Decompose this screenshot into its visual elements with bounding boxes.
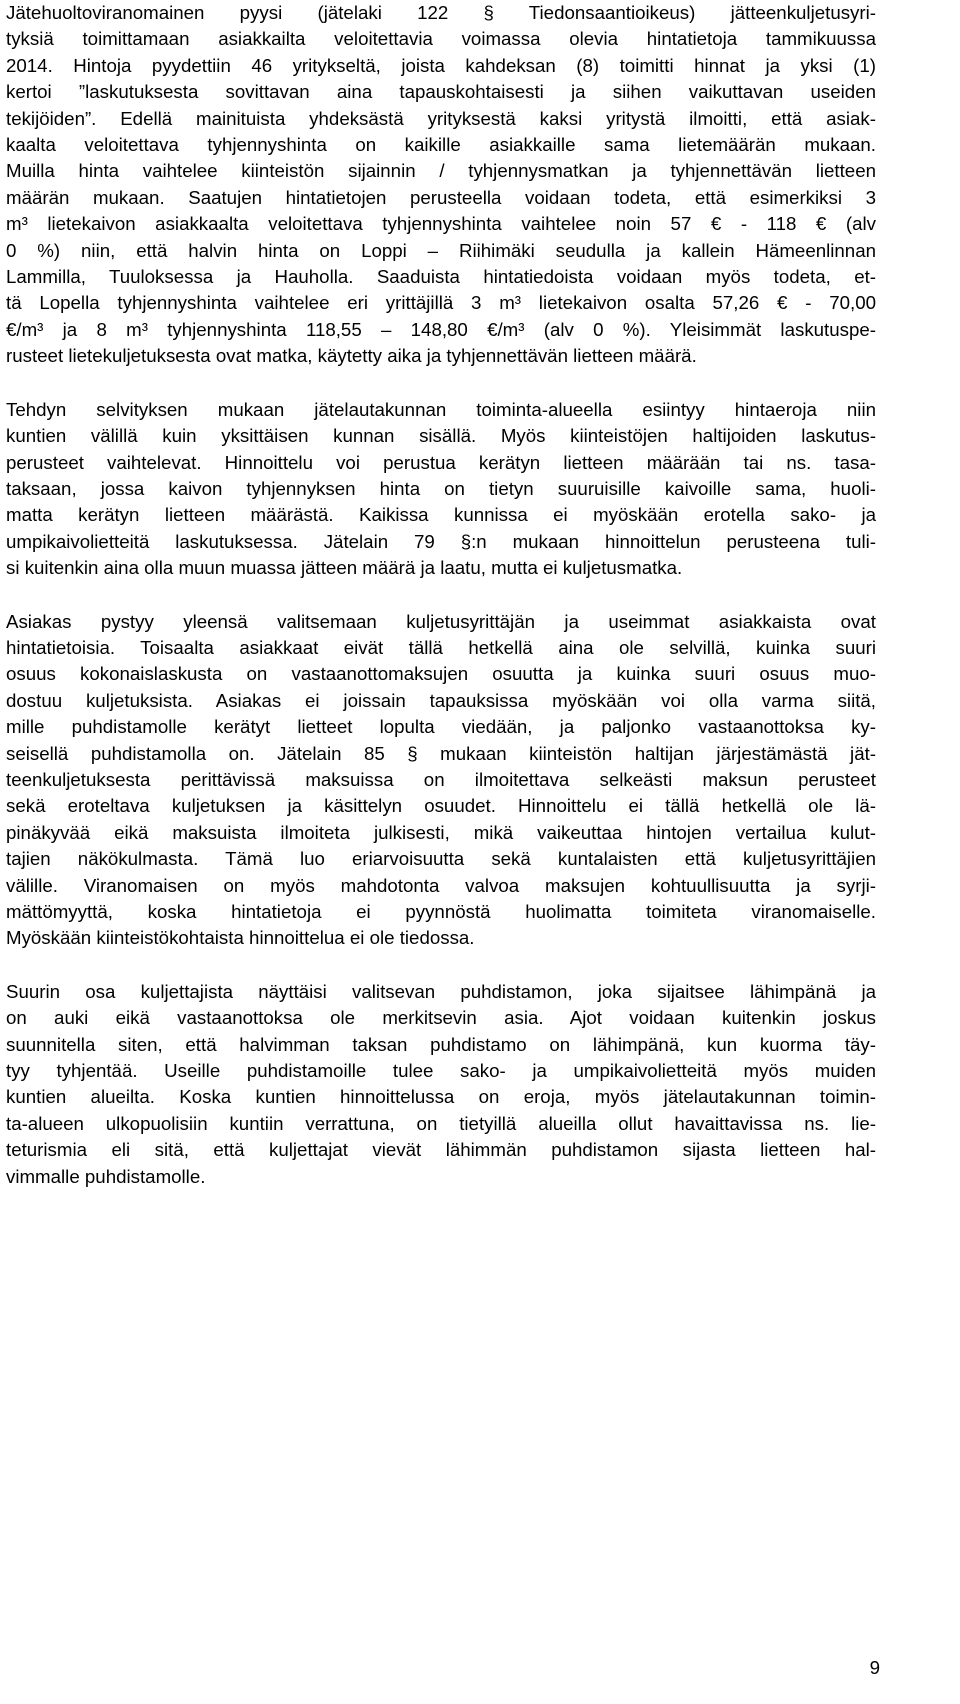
- paragraph-price-differences: [6, 397, 876, 582]
- text-line: perusteet vaihtelevat. Hinnoittelu voi perustua kerätyn lietteen määrään tai ns. tasa-: [6, 451, 876, 473]
- paragraph-price-inquiry: [6, 0, 876, 370]
- page-number: 9: [869, 1657, 880, 1678]
- text-line: 0 %) niin, että halvin hinta on Loppi – Riihimäki seudulla ja kallein Hämeenlinnan: [6, 239, 876, 261]
- text-line: ta-alueen ulkopuolisiin kuntiin verrattuna, on tietyillä alueilla ollut havaittavissa ns. lie-: [6, 1112, 876, 1134]
- text-line: kaalta veloitettava tyhjennyshinta on kaikille asiakkaille sama lietemäärän mukaan.: [6, 134, 876, 156]
- text-line: mättömyyttä, koska hintatietoja ei pyynnöstä huolimatta toimiteta viranomaiselle.: [6, 901, 876, 922]
- text-line: €/m³ ja 8 m³ tyhjennyshinta 118,55 – 148,80 €/m³ (alv 0 %). Yleisimmät laskutuspe-: [6, 318, 876, 340]
- text-line: sekä eroteltava kuljetuksen ja käsittelyn osuudet. Hinnoittelu ei tällä hetkellä ole lä-: [6, 795, 876, 817]
- text-line: kuntien välillä kuin yksittäisen kunnan sisällä. Myös kiinteistöjen haltijoiden laskutus-: [6, 425, 876, 447]
- text-line: Jätehuoltoviranomainen pyysi (jätelaki 122 § Tiedonsaantioikeus) jätteenkuljetusyri-: [6, 2, 876, 23]
- text-line: matta kerätyn lietteen määrästä. Kaikissa kunnissa ei myöskään erotella sako- ja: [6, 504, 876, 526]
- text-line: Myöskään kiinteistökohtaista hinnoittelua ei ole tiedossa.: [6, 927, 475, 949]
- text-line: rusteet lietekuljetuksesta ovat matka, käytetty aika ja tyhjennettävän lietteen määrä.: [6, 345, 697, 367]
- text-line: kertoi ”laskutuksesta sovittavan aina tapauskohtaisesti ja siihen vaikuttavan useiden: [6, 81, 876, 103]
- text-line: si kuitenkin aina olla muun muassa jätteen määrä ja laatu, mutta ei kuljetusmatka.: [6, 557, 683, 579]
- text-line: dostuu kuljetuksista. Asiakas ei joissain tapauksissa myöskään voi olla varma siitä,: [6, 689, 876, 711]
- text-line: m³ lietekaivon asiakkaalta veloitettava tyhjennyshinta vaihtelee noin 57 € - 118 € (alv: [6, 213, 876, 235]
- text-line: vimmalle puhdistamolle.: [6, 1165, 206, 1187]
- text-line: taksaan, jossa kaivon tyhjennyksen hinta on tietyn suuruisille kaivoille sama, huoli-: [6, 477, 876, 499]
- text-line: tyksiä toimittamaan asiakkailta veloitettavia voimassa olevia hintatietoja tammikuussa: [6, 28, 876, 50]
- text-line: Suurin osa kuljettajista näyttäisi valitsevan puhdistamon, joka sijaitsee lähimpänä ja: [6, 980, 876, 1002]
- text-line: osuus kokonaislaskusta on vastaanottomaksujen osuutta ja kuinka suuri osuus muo-: [6, 663, 876, 685]
- text-line: kuntien alueilta. Koska kuntien hinnoittelussa on eroja, myös jätelautakunnan toimin-: [6, 1086, 876, 1108]
- text-line: Muilla hinta vaihtelee kiinteistön sijainnin / tyhjennysmatkan ja tyhjennettävän lietteen: [6, 160, 876, 182]
- text-line: Tehdyn selvityksen mukaan jätelautakunnan toiminta-alueella esiintyy hintaeroja niin: [6, 398, 876, 420]
- text-line: tä Lopella tyhjennyshinta vaihtelee eri yrittäjillä 3 m³ lietekaivon osalta 57,26 € - 70,00: [6, 292, 876, 314]
- text-line: mille puhdistamolle kerätyt lietteet lopulta viedään, ja paljonko vastaanottoksa ky-: [6, 716, 876, 738]
- text-line: seisellä puhdistamolla on. Jätelain 85 § mukaan kiinteistön haltijan järjestämästä jät-: [6, 742, 876, 764]
- text-line: suunnitella siten, että halvimman taksan puhdistamo on lähimpänä, kun kuorma täy-: [6, 1033, 876, 1055]
- text-line: tekijöiden”. Edellä mainituista yhdeksästä yrityksestä kaksi yritystä ilmoitti, että asiak-: [6, 107, 876, 129]
- text-line: on auki eikä vastaanottoksa ole merkitsevin asia. Ajot voidaan kuitenkin joskus: [6, 1007, 876, 1029]
- text-line: tyy tyhjentää. Useille puhdistamoille tulee sako- ja umpikaivolietteitä myös muiden: [6, 1060, 876, 1082]
- text-line: Asiakas pystyy yleensä valitsemaan kuljetusyrittäjän ja useimmat asiakkaista ovat: [6, 610, 876, 632]
- text-line: 2014. Hintoja pyydettiin 46 yritykseltä, joista kahdeksan (8) toimitti hinnat ja yksi (1): [6, 54, 876, 76]
- text-line: tajien näkökulmasta. Tämä luo eriarvoisuutta sekä kuntalaisten että kuljetusyrittäjien: [6, 848, 876, 870]
- text-line: välille. Viranomaisen on myös mahdotonta valvoa maksujen kohtuullisuutta ja syrji-: [6, 874, 876, 896]
- text-line: pinäkyvää eikä maksuista ilmoiteta julkisesti, mikä vaikeuttaa hintojen vertailua kulut-: [6, 821, 876, 843]
- text-line: Lammilla, Tuuloksessa ja Hauholla. Saaduista hintatiedoista voidaan myös todeta, et-: [6, 266, 876, 288]
- text-line: teturismia eli sitä, että kuljettajat vievät lähimmän puhdistamon sijasta lietteen hal-: [6, 1139, 876, 1161]
- text-line: määrän mukaan. Saatujen hintatietojen perusteella voidaan todeta, että esimerkiksi 3: [6, 186, 876, 208]
- text-line: umpikaivolietteitä laskutuksessa. Jätelain 79 §:n mukaan hinnoittelun perusteena tuli-: [6, 530, 876, 552]
- text-line: hintatietoisia. Toisaalta asiakkaat eivät tällä hetkellä aina ole selvillä, kuinka suuri: [6, 636, 876, 658]
- paragraph-driver-choices: [6, 979, 876, 1190]
- paragraph-customer-awareness: [6, 609, 876, 952]
- text-line: teenkuljetuksesta perittävissä maksuissa on ilmoitettava selkeästi maksun perusteet: [6, 768, 876, 790]
- document-body: [6, 0, 876, 1217]
